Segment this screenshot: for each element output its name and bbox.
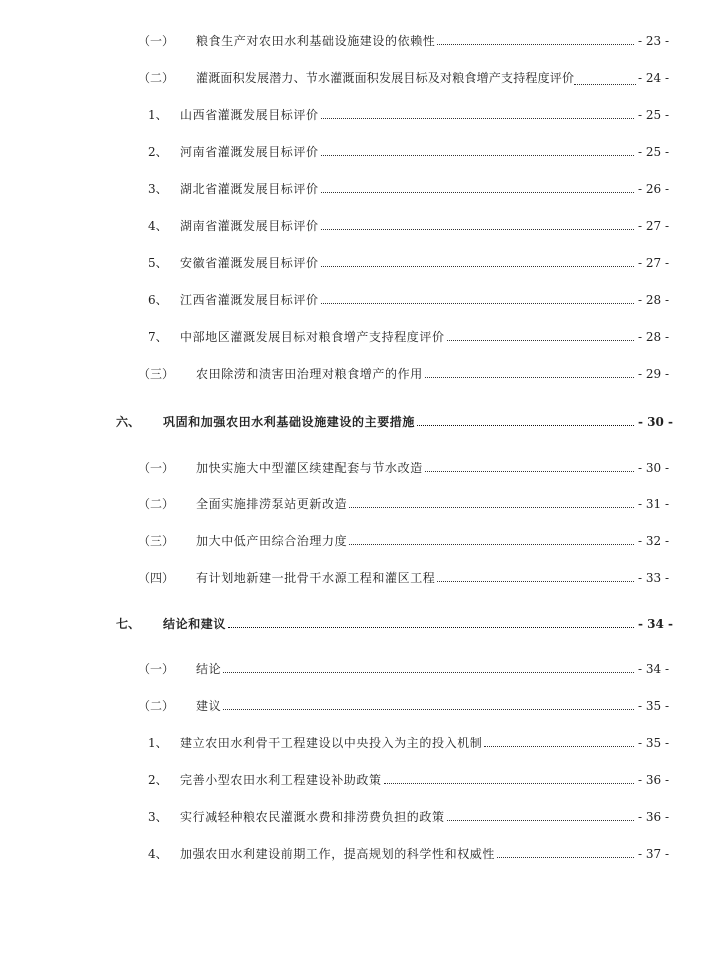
toc-entry[interactable] [0,28,720,48]
toc-entry-number: 1、 [148,108,168,122]
toc-entry-title: 灌溉面积发展潜力、节水灌溉面积发展目标及对粮食增产支持程度评价 [196,71,575,85]
toc-entry-title: 巩固和加强农田水利基础设施建设的主要措施 [163,415,416,429]
toc-entry[interactable] [0,455,720,475]
toc-entry[interactable] [0,767,720,787]
toc-entry-number: 1、 [148,736,168,750]
toc-entry-page: - 27 - [638,256,670,270]
toc-entry-title: 建立农田水利骨干工程建设以中央投入为主的投入机制 [180,736,483,750]
dot-leader [447,819,634,821]
toc-entry[interactable] [0,250,720,270]
toc-entry-number: （一） [138,34,175,48]
toc-entry-number: 3、 [148,182,168,196]
toc-entry[interactable] [0,841,720,861]
toc-entry[interactable] [0,656,720,676]
toc-entry-number: （四） [138,571,175,585]
toc-entry-page: - 34 - [638,617,674,631]
toc-entry-title: 有计划地新建一批骨干水源工程和灌区工程 [196,571,436,585]
toc-entry-number: 4、 [148,847,168,861]
dot-leader [321,154,634,156]
toc-entry-number: （一） [138,461,175,475]
toc-entry[interactable] [0,730,720,750]
toc-entry[interactable] [0,139,720,159]
dot-leader [437,580,634,582]
toc-entry-number: 2、 [148,145,168,159]
dot-leader [321,265,634,267]
toc-entry[interactable] [0,213,720,233]
dot-leader [321,302,634,304]
dot-leader [321,191,634,193]
dot-leader [497,856,634,858]
toc-entry-number: （三） [138,367,175,381]
toc-entry-page: - 24 - [638,71,670,85]
dot-leader [484,745,634,747]
dot-leader [437,43,634,45]
toc-entry[interactable] [0,361,720,381]
toc-entry-title: 粮食生产对农田水利基础设施建设的依赖性 [196,34,436,48]
toc-entry-title: 结论 [196,662,222,676]
toc-entry[interactable] [0,528,720,548]
toc-entry-number: 七、 [116,617,141,631]
dot-leader [425,376,634,378]
toc-entry-number: （三） [138,534,175,548]
toc-entry-title: 湖南省灌溉发展目标评价 [180,219,319,233]
dot-leader [349,543,634,545]
toc-entry-number: （一） [138,662,175,676]
toc-entry-page: - 37 - [638,847,670,861]
toc-chapter-entry[interactable] [0,611,720,631]
toc-entry-page: - 34 - [638,662,670,676]
toc-entry-number: 4、 [148,219,168,233]
toc-chapter-entry[interactable] [0,409,720,429]
toc-entry[interactable] [0,287,720,307]
toc-entry[interactable] [0,491,720,511]
toc-entry[interactable] [0,693,720,713]
toc-entry-title: 山西省灌溉发展目标评价 [180,108,319,122]
toc-entry-page: - 36 - [638,773,670,787]
dot-leader [384,782,634,784]
toc-entry-number: （二） [138,699,175,713]
toc-entry-page: - 28 - [638,330,670,344]
toc-entry[interactable] [0,565,720,585]
toc-entry-title: 加大中低产田综合治理力度 [196,534,348,548]
toc-entry[interactable] [0,804,720,824]
dot-leader [349,506,634,508]
toc-entry-number: 六、 [116,415,141,429]
dot-leader [574,83,636,85]
toc-entry-page: - 29 - [638,367,670,381]
toc-entry-number: 2、 [148,773,168,787]
toc-entry-number: （二） [138,71,175,85]
toc-entry-page: - 25 - [638,108,670,122]
toc-entry-title: 中部地区灌溉发展目标对粮食增产支持程度评价 [180,330,445,344]
dot-leader [417,424,634,426]
dot-leader [223,708,634,710]
toc-entry-title: 完善小型农田水利工程建设补助政策 [180,773,382,787]
toc-entry-page: - 26 - [638,182,670,196]
toc-entry-page: - 31 - [638,497,670,511]
toc-entry-page: - 25 - [638,145,670,159]
toc-entry-number: 5、 [148,256,168,270]
toc-entry[interactable] [0,102,720,122]
toc-entry-title: 全面实施排涝泵站更新改造 [196,497,348,511]
toc-entry-title: 安徽省灌溉发展目标评价 [180,256,319,270]
toc-entry-page: - 36 - [638,810,670,824]
dot-leader [321,228,634,230]
toc-entry-title: 结论和建议 [163,617,227,631]
toc-entry-page: - 30 - [638,461,670,475]
toc-entry-page: - 32 - [638,534,670,548]
toc-entry-number: 7、 [148,330,168,344]
toc-entry-page: - 27 - [638,219,670,233]
toc-entry-title: 农田除涝和渍害田治理对粮食增产的作用 [196,367,423,381]
toc-entry-page: - 35 - [638,736,670,750]
toc-entry-title: 河南省灌溉发展目标评价 [180,145,319,159]
toc-entry-page: - 28 - [638,293,670,307]
toc-entry[interactable] [0,65,720,85]
toc-entry-number: 6、 [148,293,168,307]
toc-entry-title: 建议 [196,699,222,713]
toc-entry-title: 加强农田水利建设前期工作，提高规划的科学性和权威性 [180,847,496,861]
toc-entry-title: 加快实施大中型灌区续建配套与节水改造 [196,461,423,475]
toc-entry-number: 3、 [148,810,168,824]
toc-entry[interactable] [0,176,720,196]
toc-entry-title: 湖北省灌溉发展目标评价 [180,182,319,196]
toc-entry-page: - 23 - [638,34,670,48]
dot-leader [321,117,634,119]
toc-entry-title: 江西省灌溉发展目标评价 [180,293,319,307]
toc-entry-number: （二） [138,497,175,511]
toc-entry-title: 实行减轻种粮农民灌溉水费和排涝费负担的政策 [180,810,445,824]
toc-entry[interactable] [0,324,720,344]
toc-entry-page: - 33 - [638,571,670,585]
dot-leader [223,671,634,673]
toc-entry-page: - 30 - [638,415,674,429]
dot-leader [228,626,634,628]
toc-entry-page: - 35 - [638,699,670,713]
dot-leader [425,470,634,472]
dot-leader [447,339,634,341]
